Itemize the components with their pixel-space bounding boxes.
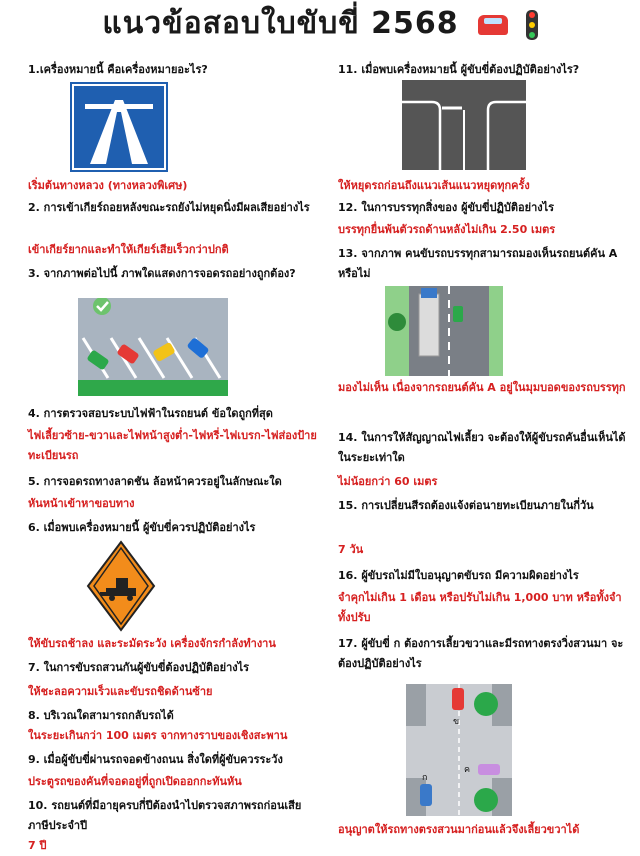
question-7: 7. ในการขับรถสวนกันผู้ขับขี่ต้องปฏิบัติอย่างไร <box>28 661 250 674</box>
answer-6: ให้ขับรถช้าลง และระมัดระวัง เครื่องจักรกำลังทำงาน <box>28 637 276 650</box>
answer-15: 7 วัน <box>338 543 364 556</box>
question-13: 13. จากภาพ คนขับรถบรรทุกสามารถมองเห็นรถยนต์คัน A หรือไม่ <box>338 247 618 280</box>
answer-12: บรรทุกยื่นพ้นตัวรถด้านหลังไม่เกิน 2.50 เมตร <box>338 223 556 236</box>
car-icon <box>478 15 508 35</box>
label-car-kh: ข <box>453 717 460 727</box>
question-8: 8. บริเวณใดสามารถกลับรถได้ <box>28 709 174 722</box>
question-10: 10. รถยนต์ที่มีอายุครบกี่ปีต้องนำไปตรวจสภาพรถก่อนเสียภาษีประจำปี <box>28 799 302 832</box>
label-car-kho: ค <box>464 765 471 775</box>
answer-8: ในระยะเกินกว่า 100 เมตร จากทางราบของเชิงสะพาน <box>28 729 288 742</box>
question-4: 4. การตรวจสอบระบบไฟฟ้าในรถยนต์ ข้อใดถูกที่สุด <box>28 407 273 420</box>
question-1: 1.เครื่องหมายนี้ คือเครื่องหมายอะไร? <box>28 63 208 76</box>
answer-17: อนุญาตให้รถทางตรงสวนมาก่อนแล้วจึงเลี้ยวขวาได้ <box>338 823 580 836</box>
question-12: 12. ในการบรรทุกสิ่งของ ผู้ขับขี่ปฏิบัติอย่างไร <box>338 201 555 214</box>
expressway-sign-image <box>70 82 168 172</box>
question-15: 15. การเปลี่ยนสีรถต้องแจ้งต่อนายทะเบียนภายในกี่วัน <box>338 499 594 512</box>
answer-9: ประตูรถของคันที่จอดอยู่ที่ถูกเปิดออกกะทันหัน <box>28 775 242 788</box>
answer-13: มองไม่เห็น เนื่องจากรถยนต์คัน A อยู่ในมุมบอดของรถบรรทุก <box>338 381 626 394</box>
question-3: 3. จากภาพต่อไปนี้ ภาพใดแสดงการจอดรถอย่างถูกต้อง? <box>28 267 296 280</box>
answer-1: เริ่มต้นทางหลวง (ทางหลวงพิเศษ) <box>28 179 188 192</box>
answer-14: ไม่น้อยกว่า 60 เมตร <box>338 475 438 488</box>
page-title <box>0 0 640 44</box>
answer-5: หันหน้าเข้าหาขอบทาง <box>28 497 135 510</box>
label-car-k: ก <box>422 773 428 783</box>
question-14: 14. ในการให้สัญญาณไฟเลี้ยว จะต้องให้ผู้ขับรถคันอื่นเห็นได้ในระยะเท่าใด <box>338 431 626 464</box>
road-work-sign-image <box>86 540 156 632</box>
answer-4: ไฟเลี้ยวซ้าย-ขวาและไฟหน้าสูงต่ำ-ไฟหรี่-ไฟเบรก-ไฟส่องป้ายทะเบียนรถ <box>28 429 317 462</box>
question-11: 11. เมื่อพบเครื่องหมายนี้ ผู้ขับขี่ต้องปฏิบัติอย่างไร? <box>338 63 580 76</box>
answer-2: เข้าเกียร์ยากและทำให้เกียร์เสียเร็วกว่าปกติ <box>28 243 229 256</box>
parking-diagram-image <box>78 298 228 396</box>
question-16: 16. ผู้ขับรถไม่มีใบอนุญาตขับรถ มีความผิดอย่างไร <box>338 569 579 582</box>
intersection-diagram-image <box>406 684 512 816</box>
answer-7: ให้ชะลอความเร็วและขับรถชิดด้านซ้าย <box>28 685 213 698</box>
answer-16: จำคุกไม่เกิน 1 เดือน หรือปรับไม่เกิน 1,000 บาท หรือทั้งจำทั้งปรับ <box>338 591 622 624</box>
title-text: แนวข้อสอบใบขับขี่ 2568 <box>102 6 459 41</box>
question-2: 2. การเข้าเกียร์ถอยหลังขณะรถยังไม่หยุดนิ่งมีผลเสียอย่างไร <box>28 201 310 214</box>
question-17: 17. ผู้ขับขี่ ก ต้องการเลี้ยวขวาและมีรถทางตรงวิ่งสวนมา จะต้องปฏิบัติอย่างไร <box>338 637 624 670</box>
question-6: 6. เมื่อพบเครื่องหมายนี้ ผู้ขับขี่ควรปฏิบัติอย่างไร <box>28 521 256 534</box>
question-9: 9. เมื่อผู้ขับขี่ผ่านรถจอดข้างถนน สิ่งใดที่ผู้ขับควรระวัง <box>28 753 283 766</box>
truck-blind-spot-image <box>385 286 503 376</box>
stop-line-junction-image <box>402 80 526 170</box>
answer-10: 7 ปี <box>28 839 47 852</box>
traffic-light-icon <box>526 10 538 40</box>
answer-11: ให้หยุดรถก่อนถึงแนวเส้นแนวหยุดทุกครั้ง <box>338 179 530 192</box>
question-5: 5. การจอดรถทางลาดชัน ล้อหน้าควรอยู่ในลักษณะใด <box>28 475 282 488</box>
